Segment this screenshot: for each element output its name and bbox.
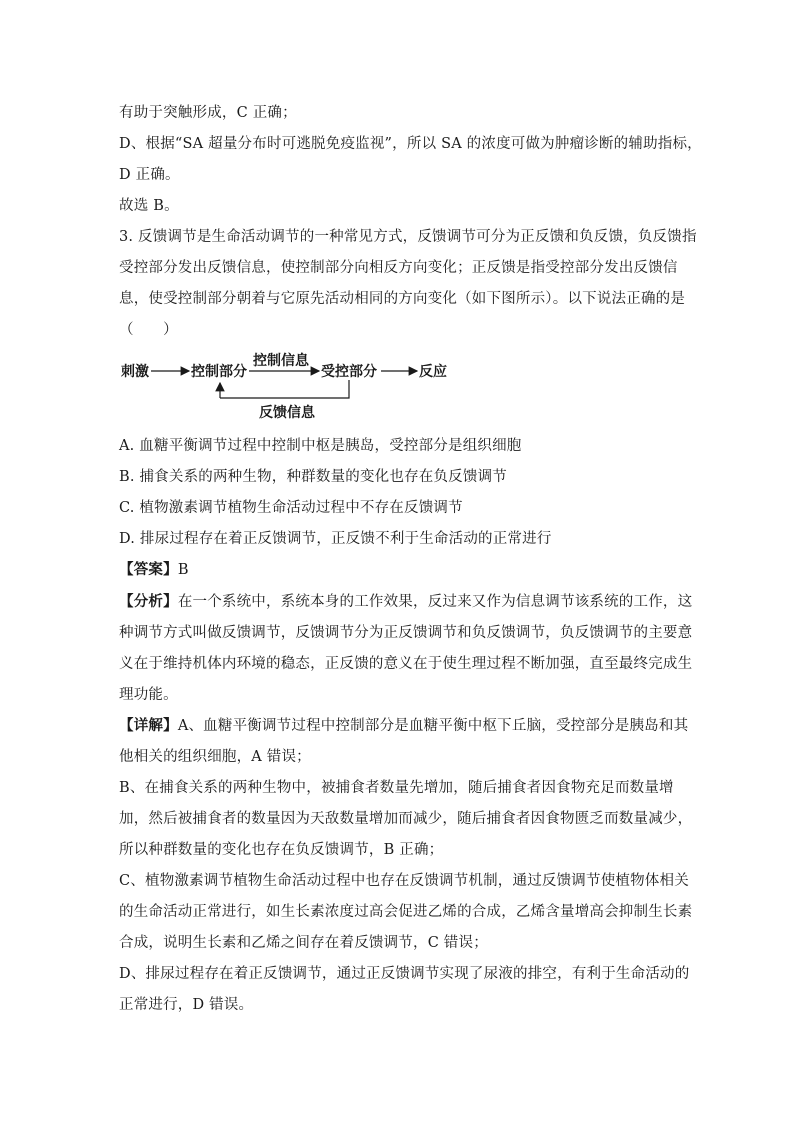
detail-line: 加，然后被捕食者的数量因为天敌数量增加而减少，随后捕食者因食物匮乏而数量减少， [119, 811, 693, 827]
detail-line: 所以种群数量的变化也存在负反馈调节，B 正确； [119, 842, 444, 858]
analysis-label: 【分析】 [119, 593, 178, 610]
detail-line: D、排尿过程存在着正反馈调节，通过正反馈调节实现了尿液的排空，有利于生命活动的 [119, 966, 690, 982]
control-part-label: 控制部分 [191, 364, 247, 380]
option-a: A. 血糖平衡调节过程中控制中枢是胰岛，受控部分是组织细胞 [119, 438, 522, 454]
feedback-info-label: 反馈信息 [259, 405, 315, 421]
analysis-line: 种调节方式叫做反馈调节，反馈调节分为正反馈调节和负反馈调节，负反馈调节的主要意 [119, 625, 693, 641]
analysis-text: 在一个系统中，系统本身的工作效果，反过来又作为信息调节该系统的工作，这 [177, 594, 693, 610]
text-line: D 正确。 [119, 167, 180, 183]
detail-label: 【详解】 [119, 717, 178, 734]
analysis-line [119, 592, 692, 612]
detail-line: 他相关的组织细胞，A 错误； [119, 749, 311, 765]
stimulus-label: 刺激 [121, 364, 149, 380]
response-label: 反应 [419, 364, 447, 380]
analysis-line: 理功能。 [119, 687, 178, 703]
detail-line: 合成，说明生长素和乙烯之间存在着反馈调节，C 错误； [119, 935, 488, 951]
control-info-label: 控制信息 [253, 353, 309, 369]
option-c: C. 植物激素调节植物生命活动过程中不存在反馈调节 [119, 500, 463, 516]
text-line: 有助于突触形成，C 正确； [119, 105, 297, 121]
question-line: 受控部分发出反馈信息，使控制部分向相反方向变化；正反馈是指受控部分发出反馈信 [119, 260, 678, 276]
detail-text: A、血糖平衡调节过程中控制部分是血糖平衡中枢下丘脑，受控部分是胰岛和其 [177, 718, 689, 734]
detail-line [119, 716, 688, 736]
detail-line: B、在捕食关系的两种生物中，被捕食者数量先增加，随后捕食者因食物充足而数量增 [119, 780, 674, 796]
answer-label: 【答案】 [119, 561, 178, 578]
text-line: 故选 B。 [119, 198, 179, 214]
question-line: （ ） [119, 322, 178, 338]
detail-line: 的生命活动正常进行，如生长素浓度过高会促进乙烯的合成，乙烯含量增高会抑制生长素 [119, 904, 693, 920]
text-line: D、根据“SA 超量分布时可逃脱免疫监视”，所以 SA 的浓度可做为肿瘤诊断的辅助指标， [119, 136, 702, 152]
feedback-diagram [119, 352, 459, 422]
option-d: D. 排尿过程存在着正反馈调节，正反馈不利于生命活动的正常进行 [119, 531, 552, 547]
feedback-path [220, 380, 349, 398]
option-b: B. 捕食关系的两种生物，种群数量的变化也存在负反馈调节 [119, 469, 507, 485]
question-line: 息，使受控制部分朝着与它原先活动相同的方向变化（如下图所示）。以下说法正确的是 [119, 291, 686, 307]
detail-line: C、植物激素调节植物生命活动过程中也存在反馈调节机制，通过反馈调节使植物体相关 [119, 873, 689, 889]
controlled-part-label: 受控部分 [321, 364, 377, 380]
answer-value: B [177, 562, 189, 578]
detail-line: 正常进行，D 错误。 [119, 997, 254, 1013]
question-line: 3. 反馈调节是生命活动调节的一种常见方式，反馈调节可分为正反馈和负反馈，负反馈指 [119, 229, 697, 245]
analysis-line: 义在于维持机体内环境的稳态，正反馈的意义在于使生理过程不断加强，直至最终完成生 [119, 656, 693, 672]
answer-line [119, 560, 189, 580]
